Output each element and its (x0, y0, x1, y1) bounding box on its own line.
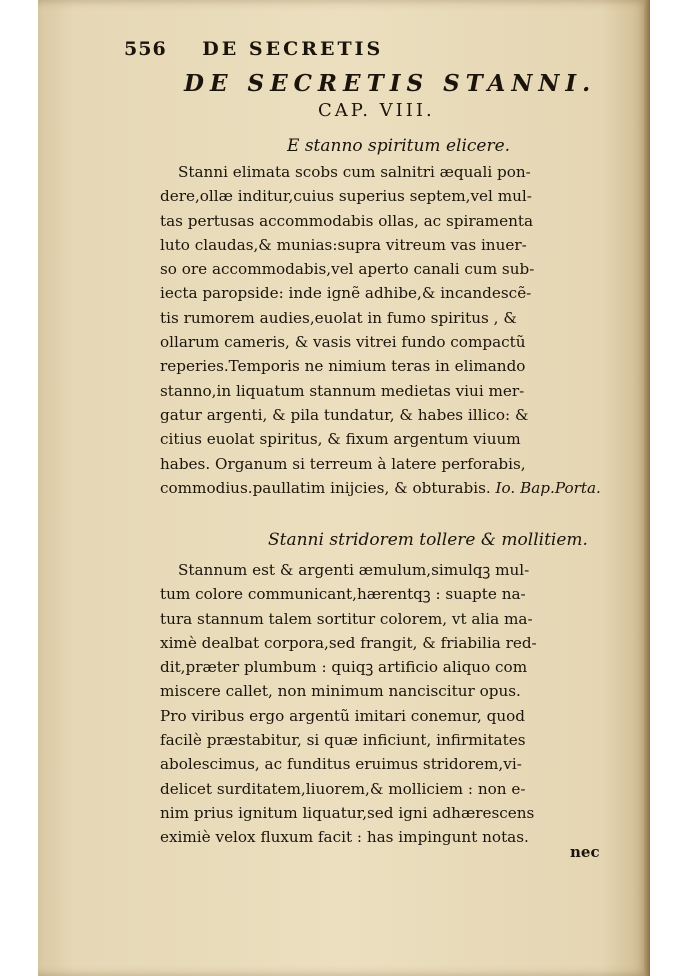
page-binding-shadow (644, 0, 650, 976)
text-line: tum colore communicant,hærentqꝫ : suapte na- (160, 585, 526, 604)
text-line: so ore accommodabis,vel aperto canali cum sub- (160, 260, 535, 279)
text-line: Stannum est & argenti æmulum,simulqꝫ mul- (178, 561, 530, 579)
text-line: dere,ollæ inditur,cuius superius septem,vel mul- (160, 187, 532, 206)
text-line (160, 476, 610, 500)
text-line: reperies.Temporis ne nimium teras in elimando (160, 357, 526, 376)
running-title: DE SECRETIS (202, 38, 384, 60)
text-line: Stanni elimata scobs cum salnitri æquali pon- (178, 163, 531, 181)
text-line: stanno,in liquatum stannum medietas viui mer- (160, 381, 525, 400)
catchword: nec (570, 843, 600, 861)
text-line: delicet surditatem,liuorem,& molliciem : non e- (160, 779, 526, 798)
text-line: luto claudas,& munias:supra vitreum vas inuer- (160, 235, 527, 254)
text-line: tura stannum talem sortitur colorem, vt alia ma- (160, 609, 533, 628)
chapter-number: CAP. VIII. (318, 100, 435, 121)
text-line: habes. Organum si terreum à latere perforabis, (160, 454, 526, 473)
text-line: gatur argenti, & pila tundatur, & habes illico: & (160, 405, 529, 424)
section-title: Stanni stridorem tollere & mollitiem. (268, 530, 588, 550)
attribution: Io. Bap.Porta. (495, 478, 601, 497)
chapter-heading: DE SECRETIS STANNI. (184, 70, 597, 97)
text-line: tas pertusas accommodabis ollas, ac spiramenta (160, 211, 534, 230)
section-body (160, 160, 610, 500)
running-head (124, 38, 383, 60)
text-line: ximè dealbat corpora,sed frangit, & friabilia red- (160, 633, 537, 652)
page-number: 556 (124, 38, 167, 60)
text-line: dit,præter plumbum : quiqꝫ artificio aliquo com (160, 658, 528, 677)
text-line: iecta paropside: inde ignẽ adhibe,& incandescẽ- (160, 284, 532, 303)
section-title: E stanno spiritum elicere. (287, 136, 511, 156)
text-line: Pro viribus ergo argentũ imitari conemur, quod (160, 706, 526, 725)
text-line: eximiè velox fluxum facit : has impingunt notas. (160, 828, 529, 847)
section-body (160, 558, 610, 850)
text-line: abolescimus, ac funditus eruimus stridorem,vi- (160, 755, 522, 774)
text-line-content: commodius.paullatim inijcies, & obturabis. (160, 478, 491, 497)
text-line: facilè præstabitur, si quæ inficiunt, infirmitates (160, 731, 526, 750)
text-line: nim prius ignitum liquatur,sed igni adhærescens (160, 803, 535, 822)
text-line: citius euolat spiritus, & fixum argentum viuum (160, 430, 521, 449)
text-line: ollarum cameris, & vasis vitrei fundo compactũ (160, 333, 526, 352)
text-line: miscere callet, non minimum nanciscitur opus. (160, 682, 521, 701)
text-line: tis rumorem audies,euolat in fumo spiritus , & (160, 308, 517, 327)
